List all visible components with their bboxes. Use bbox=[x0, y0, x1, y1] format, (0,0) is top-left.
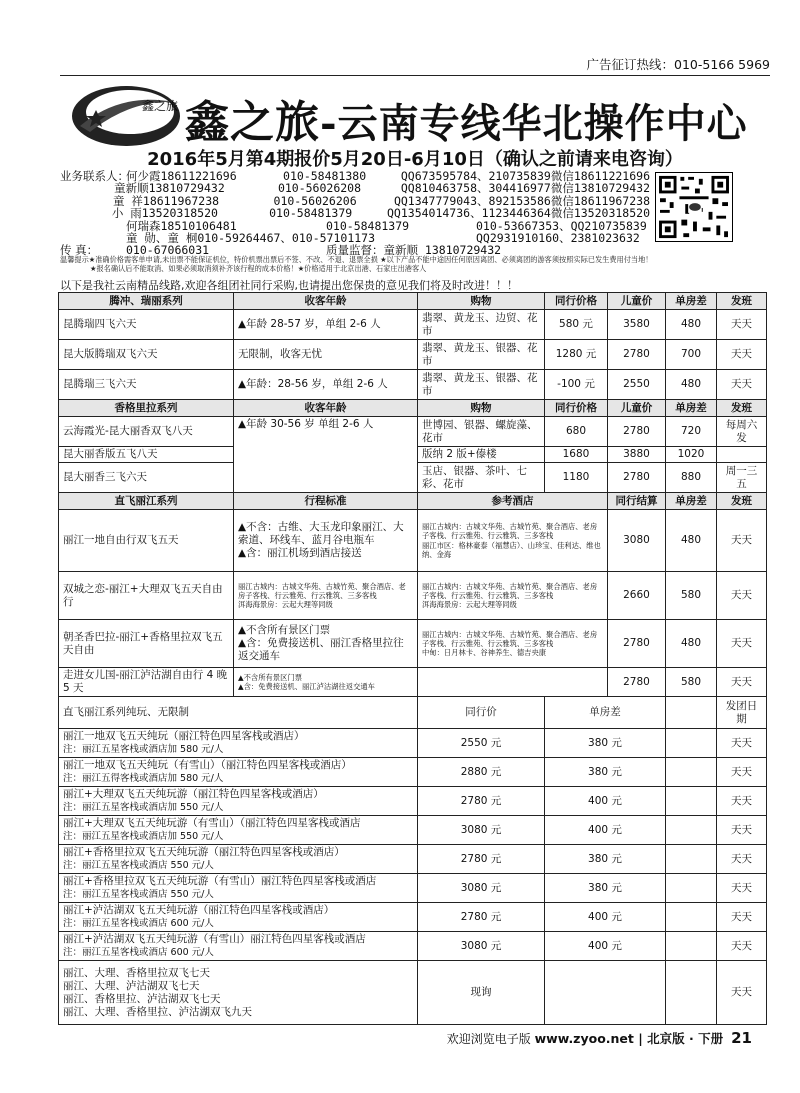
sec3-header: 直飞丽江系列 行程标准 参考酒店 同行结算 单房差 发班 bbox=[59, 493, 767, 510]
brand-suffix: -云南专线华北操作中心 bbox=[320, 100, 748, 147]
table-row: 云海霞光-昆大丽香双飞八天 ▲年龄 30-56 岁 单组 2-6 人 世博园、银器、螺旋藻、花市 680 2780 720 每周六发 bbox=[59, 417, 767, 447]
price-table bbox=[58, 292, 767, 1025]
tips: 温馨提示★准确价格需客单申请,未出票不能保证机位，特价机票出票后不签、不改、不退、退票全损 ★以下产品不能中途因任何原因离团、必须离团的游客须按照实际已发生费用付当地！ ★报名确认后不能取消、如果必须取消须补齐该行程的成本价格！★价格适用于北京出港、石家庄出港客人 bbox=[60, 255, 653, 273]
sec2-header: 香格里拉系列 收客年龄 购物 同行价格 儿童价 单房差 发班 bbox=[59, 400, 767, 417]
page-number: 21 bbox=[731, 1029, 752, 1047]
table-row: 丽江+泸沽湖双飞五天纯玩游（丽江特色四星客栈或酒店） 注：丽江五星客栈或酒店 600 元/人 2780 元 400 元 天天 bbox=[59, 903, 767, 932]
fax-number: 010-67066031 bbox=[126, 243, 210, 258]
ad-hotline: 广告征订热线：010-5166 5969 bbox=[586, 57, 770, 72]
table-row: 丽江一地双飞五天纯玩（丽江特色四星客栈或酒店） 注：丽江五星客栈或酒店加 580 元/人 2550 元 380 元 天天 bbox=[59, 729, 767, 758]
brand-logo-icon bbox=[70, 82, 182, 148]
table-row: 昆大丽香三飞六天 玉店、银器、茶叶、七彩、花市 1180 2780 880 周一三五 bbox=[59, 463, 767, 493]
table-row: 昆大版腾瑞双飞六天 无限制，收客无忧 翡翠、黄龙玉、银器、花市 1280 元 2780 700 天天 bbox=[59, 340, 767, 370]
logo-text: 鑫之旅 bbox=[142, 99, 179, 113]
table-row: 昆腾瑞四飞六天 ▲年龄 28-57 岁，单组 2-6 人 翡翠、黄龙玉、边贸、花市 580 元 3580 480 天天 bbox=[59, 310, 767, 340]
table-row: 丽江+大理双飞五天纯玩游（有雪山）（丽江特色四星客栈或酒店 注：丽江五星客栈或酒店加 550 元/人 3080 元 400 元 天天 bbox=[59, 816, 767, 845]
fax-label: 传 真： bbox=[60, 243, 99, 258]
supervisor: 质量监督：童新顺 13810729432 bbox=[326, 243, 502, 258]
contacts-block: 业务联系人： 何少霞18611221696 010-58481380 QQ673595784、210735839 微信18611221696 童新顺13810729432 010-56026208 QQ810463758、304416977 微信13810729432 童 祥18611967238 010-56026206 QQ1347779043、892153586 微信18611967238 小 雨13520318520 010-58481379 QQ1354014736、1123446364 微信13520318520 何瑞森18510106481 010-58481379 010-53667353、QQ210735839 童 勋、童 桐010-59264467、010-57101173 QQ2931910160、2381023632 传 真： 010-67066031 质量监督：童新顺 13810729432 bbox=[60, 169, 651, 258]
table-row: 昆大丽香版五飞八天 版纳 2 版+傣楼 1680 3880 1020 bbox=[59, 447, 767, 463]
table-row: 丽江一地自由行双飞五天 ▲不含：古维、大玉龙印象丽江、大索道、环线车、蓝月谷电瓶车 ▲含：丽江机场到酒店接送 丽江古城内：古城文华苑、古城竹苑、聚合酒店、老房子客栈、行云雅苑、行云雅筑、三多客栈 丽江市区：格林豪泰（福慧店）、山珍宝、佳利达、维也纳、金海 3080 480 天天 bbox=[59, 510, 767, 572]
brand-header bbox=[70, 82, 760, 150]
qr-code-icon bbox=[655, 172, 733, 242]
intro-text: 以下是我社云南精品线路,欢迎各组团社同行采购,也请提出您保贵的意见我们将及时改进！！！ bbox=[60, 279, 518, 292]
table-row: 朝圣香巴拉-丽江+香格里拉双飞五天自由 ▲不含所有景区门票 ▲含：免费接送机、丽江香格里拉往返交通车 丽江古城内：古城文华苑、古城竹苑、聚合酒店、老房子客栈、行云雅苑、行云雅筑、三多客栈 中甸：日月林卡、谷神养生、德吉央康 2780 480 天天 bbox=[59, 620, 767, 668]
issue-line: 2016年5月第4期报价5月20日-6月10日（确认之前请来电咨询） bbox=[147, 149, 683, 170]
footer: 欢迎浏览电子版 www.zyoo.net | 北京版 · 下册 21 bbox=[446, 1029, 752, 1047]
sec4-header: 直飞丽江系列纯玩、无限制 同行价 单房差 发团日期 bbox=[59, 697, 767, 729]
table-row: 丽江+香格里拉双飞五天纯玩游（丽江特色四星客栈或酒店） 注：丽江五星客栈或酒店 550 元/人 2780 元 380 元 天天 bbox=[59, 845, 767, 874]
sec1-header: 腾冲、瑞丽系列 收客年龄 购物 同行价格 儿童价 单房差 发班 bbox=[59, 293, 767, 310]
brand-name: 鑫之旅 bbox=[185, 97, 320, 148]
footer-site-link[interactable]: www.zyoo.net bbox=[534, 1031, 634, 1046]
table-row: 昆腾瑞三飞六天 ▲年龄：28-56 岁，单组 2-6 人 翡翠、黄龙玉、银器、花市 -100 元 2550 480 天天 bbox=[59, 370, 767, 400]
brand-title bbox=[185, 86, 748, 150]
table-row: 丽江一地双飞五天纯玩（有雪山）（丽江特色四星客栈或酒店） 注：丽江五得客栈或酒店加 580 元/人 2880 元 380 元 天天 bbox=[59, 758, 767, 787]
table-row: 走进女儿国-丽江泸沽湖自由行 4 晚 5 天 ▲不含所有景区门票 ▲含：免费接送机、丽江泸沽湖往返交通车 2780 580 天天 bbox=[59, 668, 767, 697]
table-row: 丽江、大理、香格里拉双飞七天 丽江、大理、泸沽湖双飞七天 丽江、香格里拉、泸沽湖双飞七天 丽江、大理、香格里拉、泸沽湖双飞九天 现询 天天 bbox=[59, 961, 767, 1025]
table-row: 丽江+大理双飞五天纯玩游（丽江特色四星客栈或酒店） 注：丽江五星客栈或酒店加 550 元/人 2780 元 400 元 天天 bbox=[59, 787, 767, 816]
table-row: 丽江+香格里拉双飞五天纯玩游（有雪山）丽江特色四星客栈或酒店 注：丽江五星客栈或酒店 550 元/人 3080 元 380 元 天天 bbox=[59, 874, 767, 903]
top-rule bbox=[60, 75, 770, 76]
table-row: 双城之恋-丽江+大理双飞五天自由行 丽江古城内：古城文华苑、古城竹苑、聚合酒店、老房子客栈、行云雅苑、行云雅筑、三多客栈 洱海海景房：云起大理等同级 丽江古城内：古城文华苑、古城竹苑、聚合酒店、老房子客栈、行云雅苑、行云雅筑、三多客栈 洱海海景房：云起大理等同级 2660 580 天天 bbox=[59, 572, 767, 620]
contacts-label: 业务联系人： bbox=[60, 169, 129, 183]
table-row: 丽江+泸沽湖双飞五天纯玩游（有雪山）丽江特色四星客栈或酒店 注：丽江五星客栈或酒店 600 元/人 3080 元 400 元 天天 bbox=[59, 932, 767, 961]
